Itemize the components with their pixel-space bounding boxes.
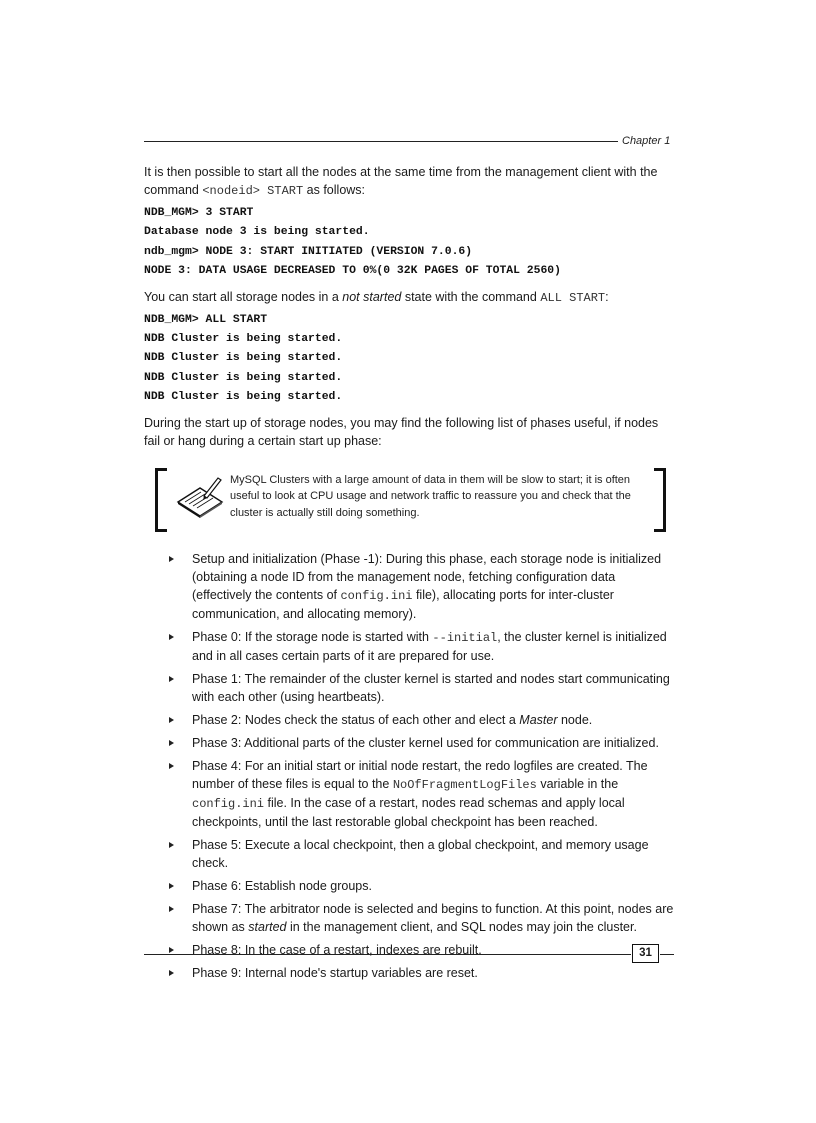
code-line: ndb_mgm> NODE 3: START INITIATED (VERSION 7.0.6) xyxy=(144,245,473,258)
page-content xyxy=(144,163,674,987)
note-pad-icon xyxy=(174,474,226,518)
inline-code: <nodeid> START xyxy=(202,184,304,198)
list-item-phase-2: Phase 2: Nodes check the status of each other and elect a Master node. xyxy=(144,711,674,729)
list-item-phase-0: Phase 0: If the storage node is started with --initial, the cluster kernel is initialized and in all cases certain parts of it are prepared for use. xyxy=(144,628,674,665)
list-item-phase-4: Phase 4: For an initial start or initial node restart, the redo logfiles are created. The number of these files is equal to the NoOfFragmentLogFiles variable in the config.ini file. In the case of a restart, nodes read schemas and apply local checkpoints, until the last restorable global checkpoint has been reached. xyxy=(144,757,674,831)
phase-list xyxy=(144,550,674,982)
list-item-phase-8: Phase 8: In the case of a restart, indexes are rebuilt. xyxy=(144,941,674,959)
code-line: NDB Cluster is being started. xyxy=(144,352,343,365)
footer-rule-left xyxy=(144,954,631,955)
note-bracket-left xyxy=(155,468,167,532)
paragraph-all-start: You can start all storage nodes in a not started state with the command ALL START: xyxy=(144,289,609,305)
chapter-label: Chapter 1 xyxy=(622,135,671,147)
code-line: NDB_MGM> ALL START xyxy=(144,313,268,326)
page-number: 31 xyxy=(632,944,659,963)
code-line: NDB Cluster is being started. xyxy=(144,371,343,384)
code-line: NODE 3: DATA USAGE DECREASED TO 0%(0 32K PAGES OF TOTAL 2560) xyxy=(144,265,561,278)
code-line: NDB Cluster is being started. xyxy=(144,333,343,346)
header-rule xyxy=(144,141,618,142)
note-box xyxy=(144,468,674,536)
list-item-phase-minus-1: Setup and initialization (Phase -1): During this phase, each storage node is initialized (obtaining a node ID from the management node, fetching configuration data (effectively the contents of config.ini file), allocating ports for inter-cluster communication, and allocating memory). xyxy=(144,550,674,623)
intro-paragraph: It is then possible to start all the nodes at the same time from the management client with the command <nodeid> START as follows: xyxy=(144,165,658,198)
footer-rule-right xyxy=(660,954,674,955)
list-item-phase-7: Phase 7: The arbitrator node is selected and begins to function. At this point, nodes are shown as started in the management client, and SQL nodes may join the cluster. xyxy=(144,900,674,936)
code-block-all-start xyxy=(144,311,674,408)
code-line: NDB_MGM> 3 START xyxy=(144,207,254,219)
note-text: MySQL Clusters with a large amount of data in them will be slow to start; it is often useful to look at CPU usage and network traffic to reassure you and check that the cluster is actually still doing something. xyxy=(230,473,631,519)
code-line: Database node 3 is being started. xyxy=(144,226,370,239)
list-item-phase-9: Phase 9: Internal node's startup variables are reset. xyxy=(144,964,674,982)
list-item-phase-3: Phase 3: Additional parts of the cluster kernel used for communication are initialized. xyxy=(144,734,674,752)
list-item-phase-1: Phase 1: The remainder of the cluster kernel is started and nodes start communicating with each other (using heartbeats). xyxy=(144,670,674,706)
list-item-phase-5: Phase 5: Execute a local checkpoint, then a global checkpoint, and memory usage check. xyxy=(144,836,674,872)
code-line: NDB Cluster is being started. xyxy=(144,391,343,404)
note-bracket-right xyxy=(654,468,666,532)
code-block-start-node xyxy=(144,204,674,282)
paragraph-phases-intro: During the start up of storage nodes, you may find the following list of phases useful, if nodes fail or hang during a certain start up phase: xyxy=(144,415,659,448)
list-item-phase-6: Phase 6: Establish node groups. xyxy=(144,877,674,895)
inline-code: ALL START xyxy=(540,290,606,305)
